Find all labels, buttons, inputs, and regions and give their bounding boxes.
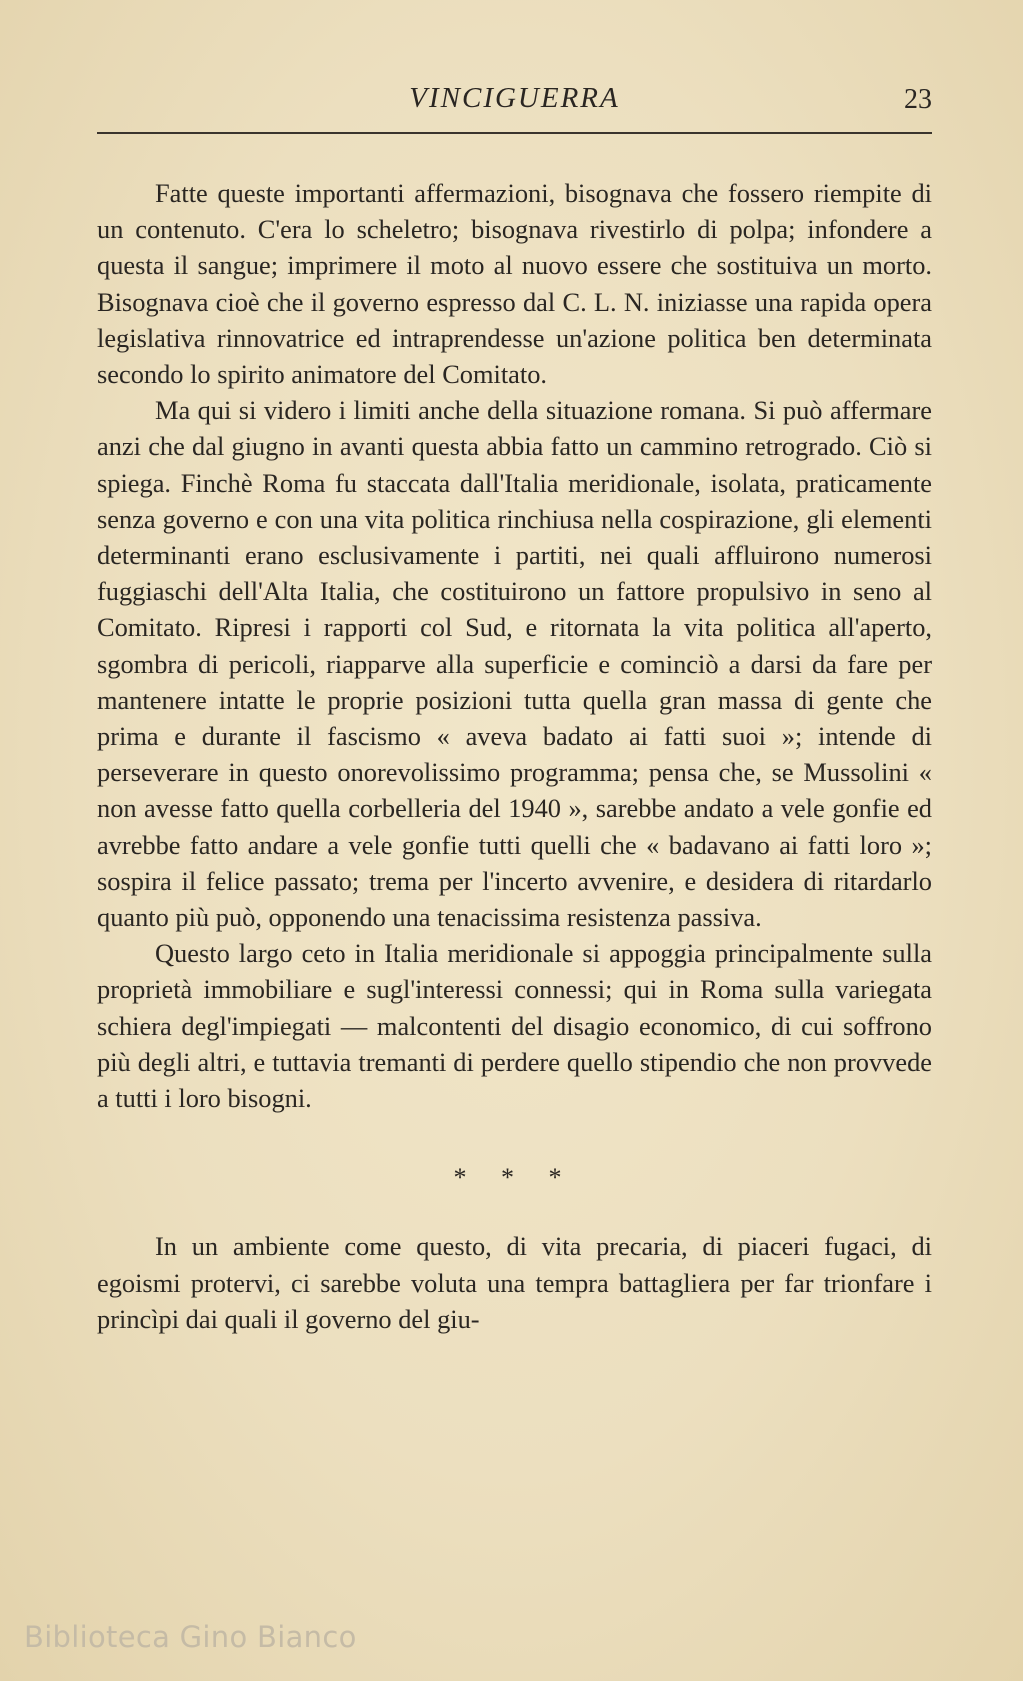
- paragraph: Questo largo ceto in Italia meridionale si appoggia principalmente sulla proprietà immobiliare e sugl'interessi connessi; qui in Roma sulla variegata schiera degl'impiegati — malcontenti del disagio economico, di cui soffrono più degli altri, e tuttavia tremanti di perdere quello stipendio che non provvede a tutti i loro bisogni.: [97, 938, 932, 1114]
- page-header: [97, 82, 932, 122]
- library-watermark: Biblioteca Gino Bianco: [24, 1620, 357, 1654]
- paragraph: Fatte queste importanti affermazioni, bisognava che fossero riempite di un contenuto. C'era lo scheletro; bisognava rivestirlo di polpa; infondere a questa il sangue; imprimere il moto al nuovo essere che sostituiva un morto. Bisognava cioè che il governo espresso dal C. L. N. iniziasse una rapida opera legislativa rinnovatrice ed intraprendesse un'azione politica ben determinata secondo lo spirito animatore del Comitato.: [97, 178, 932, 390]
- page-number: 23: [904, 84, 932, 115]
- body-text: [97, 175, 932, 1337]
- running-title: VINCIGUERRA: [409, 82, 620, 114]
- paragraph: Ma qui si videro i limiti anche della situazione romana. Si può affermare anzi che dal giugno in avanti questa abbia fatto un cammino retrogrado. Ciò si spiega. Finchè Roma fu staccata dall'Italia meridionale, isolata, praticamente senza governo e con una vita politica rinchiusa nella cospirazione, gli elementi determinanti erano esclusivamente i partiti, nei quali affluirono numerosi fuggiaschi dell'Alta Italia, che costituirono un fattore propulsivo in seno al Comitato. Ripresi i rapporti col Sud, e ritornata la vita politica all'aperto, sgombra di pericoli, riapparve alla superficie e cominciò a darsi da fare per mantenere intatte le proprie posizioni tutta quella gran massa di gente che prima e durante il fascismo « aveva badato ai fatti suoi »; intende di perseverare in questo onorevolissimo programma; pensa che, se Mussolini « non avesse fatto quella corbelleria del 1940 », sarebbe andato a vele gonfie ed avrebbe fatto andare a vele gonfie tutti quelli che « badavano ai fatti loro »; sospira il felice passato; trema per l'incerto avvenire, e desidera di ritardarlo quanto più può, opponendo una tenacissima resistenza passiva.: [97, 395, 932, 933]
- closing-paragraph: In un ambiente come questo, di vita precaria, di piaceri fugaci, di egoismi protervi, ci sarebbe voluta una tempra battagliera per far trionfare i princìpi dai quali il governo del giu-: [97, 1231, 932, 1334]
- section-divider: * * *: [453, 1163, 576, 1193]
- header-rule: [97, 132, 932, 134]
